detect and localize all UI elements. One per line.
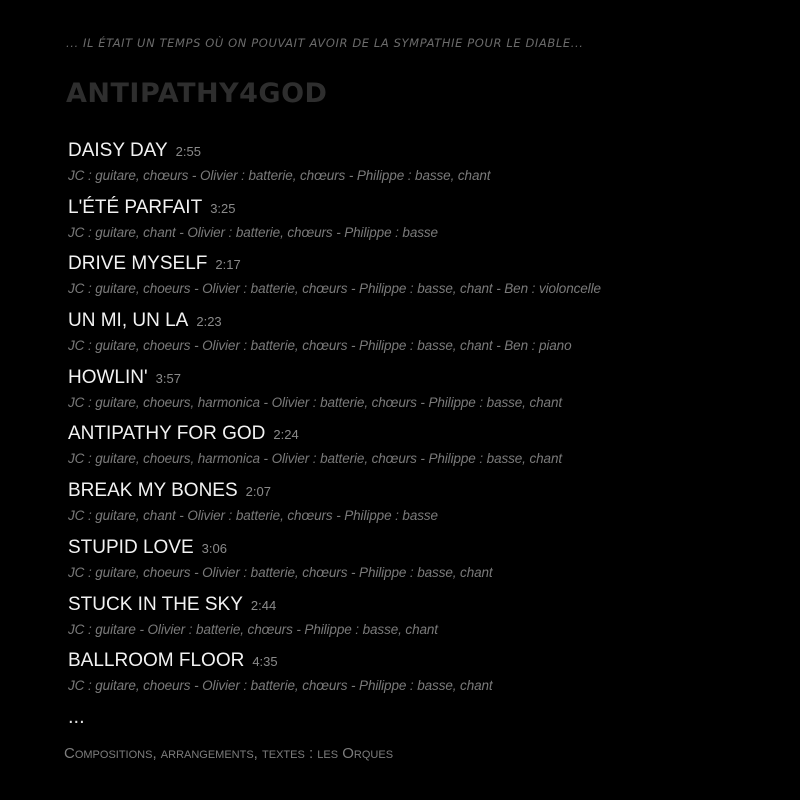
track-item — [68, 592, 788, 649]
track-duration: 2:17 — [215, 257, 241, 273]
track-title: HOWLIN' — [68, 366, 148, 388]
track-title: ANTIPATHY FOR GOD — [68, 423, 266, 445]
track-duration: 2:55 — [175, 144, 201, 159]
track-credits: JC : guitare, choeurs - Olivier : batterie, chœurs - Philippe : basse, chant — [68, 564, 493, 580]
track-title: DAISY DAY — [68, 140, 168, 161]
track-title: UN MI, UN LA — [68, 310, 189, 332]
track-duration: 2:44 — [250, 597, 277, 613]
track-credits: JC : guitare, choeurs - Olivier : batterie, chœurs - Philippe : basse, chant — [68, 678, 493, 694]
track-item — [68, 535, 788, 592]
track-credits: JC : guitare, chant - Olivier : batterie, chœurs - Philippe : basse — [68, 224, 438, 240]
track-duration: 2:23 — [196, 314, 222, 330]
track-title: BALLROOM FLOOR — [68, 650, 245, 672]
track-credits: JC : guitare, chœurs - Olivier : batterie, chœurs - Philippe : basse, chant — [68, 168, 491, 183]
credits-footer: Compositions, arrangements, textes : les Orques — [64, 745, 394, 762]
track-item — [68, 138, 788, 195]
track-duration: 3:57 — [155, 370, 181, 386]
band-logo: ANTIPATHY4GOD — [66, 78, 328, 109]
track-title: BREAK MY BONES — [68, 480, 238, 502]
track-item — [68, 478, 788, 535]
track-credits: JC : guitare, choeurs - Olivier : batterie, chœurs - Philippe : basse, chant - Ben : violoncelle — [68, 281, 601, 297]
track-duration: 2:24 — [273, 427, 299, 443]
track-duration: 4:35 — [252, 654, 278, 670]
track-credits: JC : guitare, chant - Olivier : batterie, chœurs - Philippe : basse — [68, 508, 438, 524]
track-title: STUPID LOVE — [68, 536, 194, 558]
track-credits: JC : guitare, choeurs, harmonica - Olivier : batterie, chœurs - Philippe : basse, chant — [68, 394, 563, 410]
track-title: L'ÉTÉ PARFAIT — [68, 196, 203, 218]
track-item — [68, 251, 788, 308]
tagline: ... IL ÉTAIT UN TEMPS OÙ ON POUVAIT AVOIR DE LA SYMPATHIE POUR LE DIABLE... — [66, 36, 584, 50]
track-item — [68, 195, 788, 252]
track-item — [68, 365, 788, 422]
track-credits: JC : guitare, choeurs, harmonica - Olivier : batterie, chœurs - Philippe : basse, chant — [68, 451, 563, 467]
track-title: DRIVE MYSELF — [68, 253, 208, 275]
tracklist — [68, 138, 788, 705]
track-duration: 3:06 — [201, 540, 227, 556]
track-item — [68, 421, 788, 478]
track-duration: 3:25 — [210, 200, 236, 216]
track-credits: JC : guitare - Olivier : batterie, chœurs - Philippe : basse, chant — [68, 621, 438, 637]
more-tracks-ellipsis: ... — [68, 706, 85, 728]
track-item — [68, 648, 788, 705]
track-credits: JC : guitare, choeurs - Olivier : batterie, chœurs - Philippe : basse, chant - Ben : piano — [68, 338, 572, 354]
track-duration: 2:07 — [245, 484, 271, 500]
track-item — [68, 308, 788, 365]
track-title: STUCK IN THE SKY — [68, 593, 243, 615]
